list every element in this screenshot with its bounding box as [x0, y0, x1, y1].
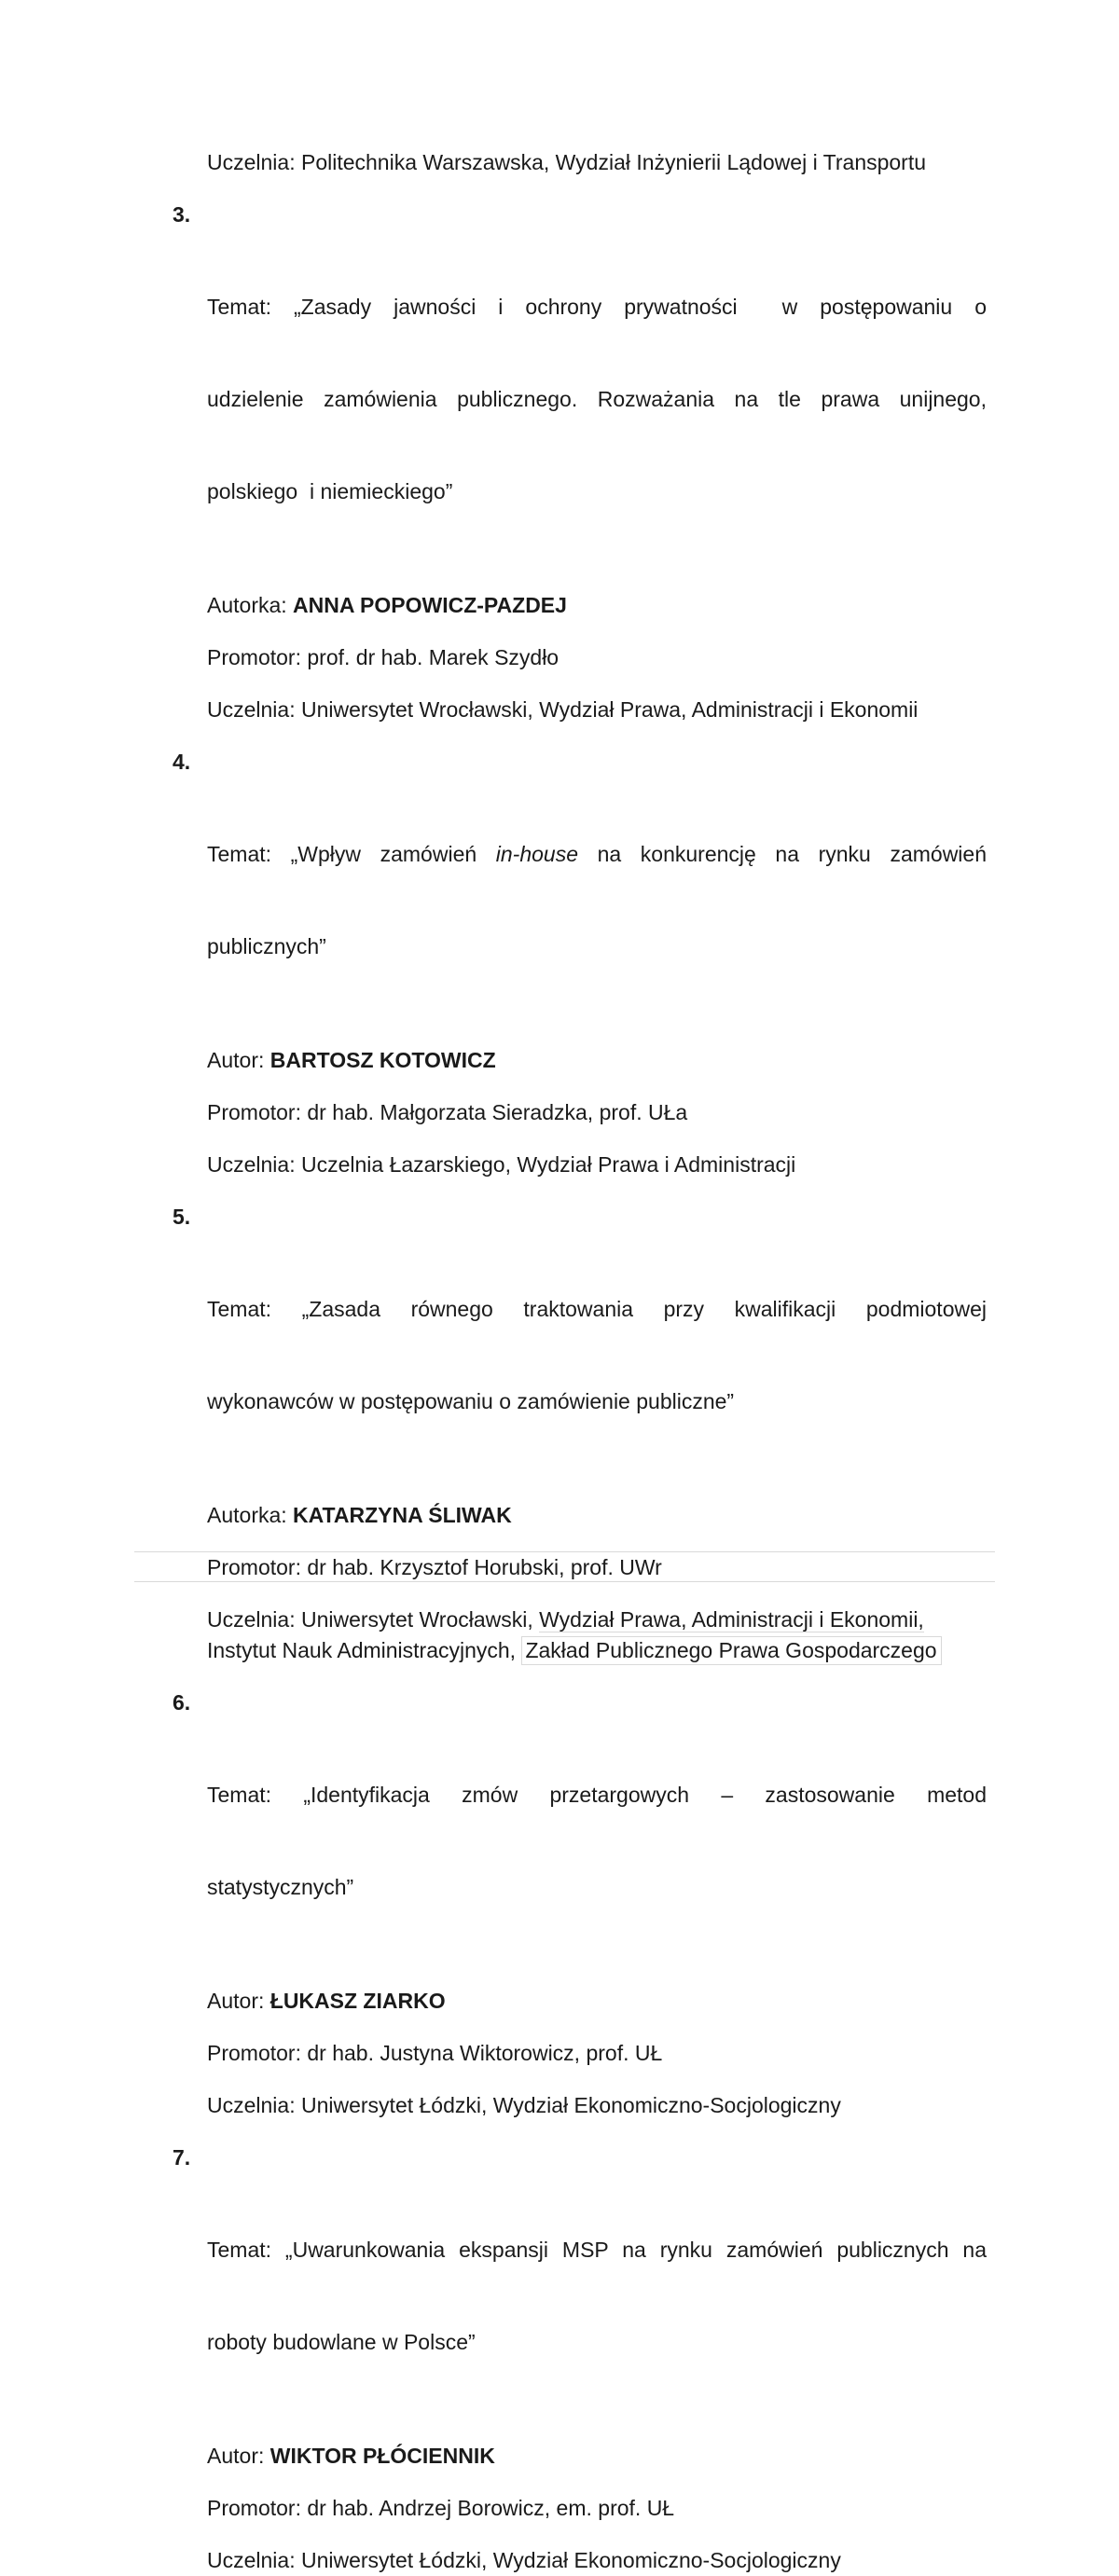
temat-paragraph-6	[173, 1687, 987, 1964]
temat-line: wykonawców w postępowaniu o zamówienie publiczne”	[207, 1389, 735, 1413]
temat-line: roboty budowlane w Polsce”	[207, 2330, 476, 2354]
uczelnia-line-6: Uczelnia: Uniwersytet Łódzki, Wydział Ekonomiczno-Socjologiczny	[207, 2093, 841, 2117]
temat-paragraph-3	[173, 200, 987, 569]
promotor-line-7: Promotor: dr hab. Andrzej Borowicz, em. prof. UŁ	[207, 2496, 675, 2520]
promotor-text: Promotor: dr hab. Krzysztof Horubski, prof. UWr	[207, 1555, 662, 1579]
author-name: ANNA POPOWICZ-PAZDEJ	[293, 593, 567, 617]
temat-text: Temat: „Wpływ zamówień	[207, 842, 496, 866]
uczelnia-line-4: Uczelnia: Uczelnia Łazarskiego, Wydział Prawa i Administracji	[207, 1152, 796, 1177]
entry-5	[173, 1202, 987, 1666]
uczelnia-line-7: Uczelnia: Uniwersytet Łódzki, Wydział Ekonomiczno-Socjologiczny	[207, 2548, 841, 2572]
uczelnia-line-intro: Uczelnia: Politechnika Warszawska, Wydział Inżynierii Lądowej i Transportu	[207, 150, 927, 174]
item-number-4: 4.	[173, 750, 191, 774]
item-number-5: 5.	[173, 1205, 191, 1229]
entry-3	[173, 200, 987, 725]
promotor-line-4: Promotor: dr hab. Małgorzata Sieradzka, prof. UŁa	[207, 1100, 688, 1124]
item-number-6: 6.	[173, 1690, 191, 1715]
temat-line	[207, 839, 987, 870]
author-label: Autor:	[207, 1048, 270, 1072]
entry-4	[173, 747, 987, 1180]
author-name: BARTOSZ KOTOWICZ	[269, 1048, 496, 1072]
promotor-line-5-framed	[207, 1552, 987, 1583]
entry-6	[173, 1687, 987, 2121]
temat-line: publicznych”	[207, 934, 326, 958]
temat-line: statystycznych”	[207, 1875, 354, 1899]
temat-text: na konkurencję na rynku zamówień	[578, 842, 987, 866]
temat-line: udzielenie zamówienia publicznego. Rozważania na tle prawa unijnego,	[207, 387, 987, 411]
temat-line: Temat: „Zasada równego traktowania przy kwalifikacji podmiotowej	[207, 1297, 987, 1321]
author-line-3	[207, 590, 987, 621]
uczelnia-line-5	[207, 1605, 987, 1666]
uczelnia-text: Instytut Nauk Administracyjnych,	[207, 1638, 522, 1662]
author-name: KATARZYNA ŚLIWAK	[293, 1503, 512, 1527]
author-line-6	[207, 1986, 987, 2017]
author-label: Autorka:	[207, 1503, 294, 1527]
author-name: ŁUKASZ ZIARKO	[269, 1989, 446, 2013]
item-number-3: 3.	[173, 202, 191, 227]
promotor-line-3: Promotor: prof. dr hab. Marek Szydło	[207, 645, 560, 669]
author-line-4	[207, 1045, 987, 1076]
temat-line: Temat: „Zasady jawności i ochrony prywatności w postępowaniu o	[207, 295, 987, 319]
temat-line: Temat: „Uwarunkowania ekspansji MSP na rynku zamówień publicznych na	[207, 2238, 987, 2262]
author-line-7	[207, 2441, 987, 2472]
promotor-line-6: Promotor: dr hab. Justyna Wiktorowicz, prof. UŁ	[207, 2041, 663, 2065]
temat-paragraph-7	[173, 2142, 987, 2419]
author-label: Autor:	[207, 1989, 270, 2013]
author-label: Autorka:	[207, 593, 294, 617]
uczelnia-underlined-fragment: Wydział Prawa, Administracji i Ekonomii,	[539, 1607, 924, 1632]
uczelnia-line-3: Uczelnia: Uniwersytet Wrocławski, Wydział Prawa, Administracji i Ekonomii	[207, 697, 919, 722]
temat-paragraph-5	[173, 1202, 987, 1479]
uczelnia-boxed-fragment: Zakład Publicznego Prawa Gospodarczego	[521, 1636, 941, 1665]
temat-italic-term: in-house	[495, 842, 578, 866]
item-number-7: 7.	[173, 2145, 191, 2170]
author-name: WIKTOR PŁÓCIENNIK	[269, 2444, 495, 2468]
uczelnia-text: Uczelnia: Uniwersytet Wrocławski,	[207, 1607, 540, 1632]
entry-7	[173, 2142, 987, 2576]
temat-line: Temat: „Identyfikacja zmów przetargowych – zastosowanie metod	[207, 1783, 987, 1807]
temat-paragraph-4	[173, 747, 987, 1024]
author-line-5	[207, 1500, 987, 1531]
temat-line: polskiego i niemieckiego”	[207, 479, 453, 503]
author-label: Autor:	[207, 2444, 270, 2468]
